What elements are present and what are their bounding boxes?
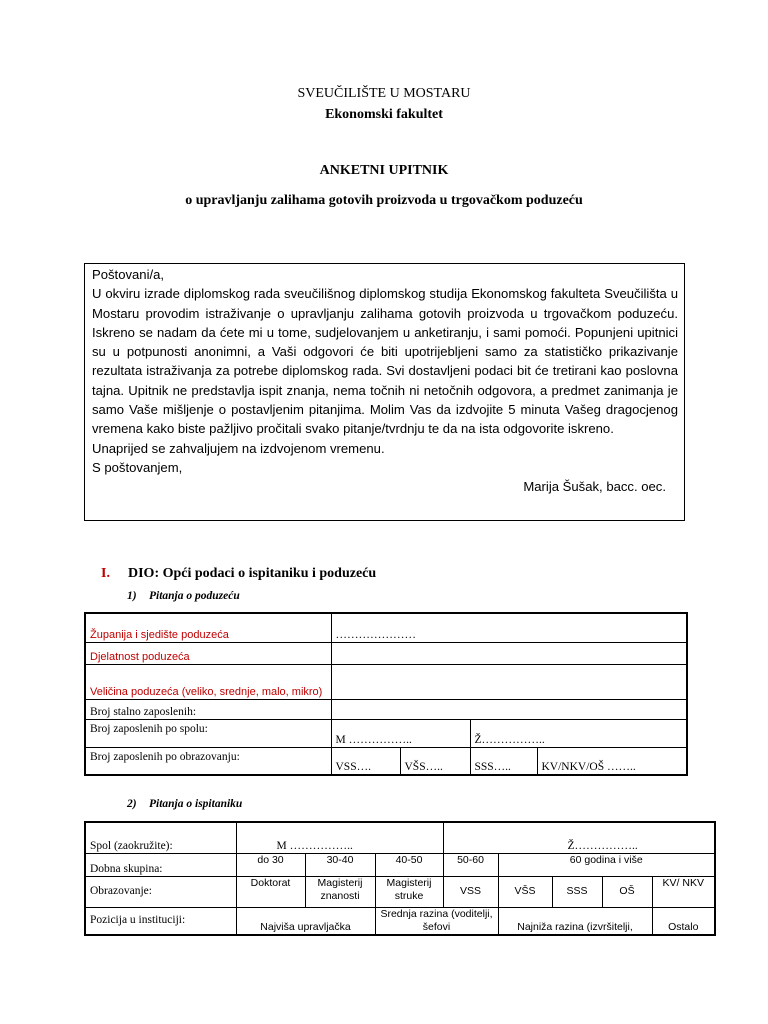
subsection-company <box>127 590 240 602</box>
position-option[interactable]: Najviša upravljačka <box>236 907 375 935</box>
employees-input[interactable] <box>331 699 687 719</box>
vss2-count-input[interactable]: VŠS….. <box>400 747 470 775</box>
position-option[interactable]: Najniža razina (izvršitelji, <box>498 907 652 935</box>
age-option[interactable]: 30-40 <box>305 853 375 876</box>
faculty-name: Ekonomski fakultet <box>325 107 443 122</box>
questionnaire-title: ANKETNI UPITNIK <box>319 163 449 178</box>
education-option[interactable]: KV/ NKV <box>652 876 715 907</box>
education-option[interactable]: OŠ <box>602 876 652 907</box>
subsection-company-number: 1) <box>127 590 137 602</box>
respondent-gender-label: Spol (zaokružite): <box>85 822 236 853</box>
education-option[interactable]: VSS <box>443 876 498 907</box>
vss-count-input[interactable]: VSS…. <box>331 747 400 775</box>
county-label: Županija i sjedište poduzeća <box>85 613 331 642</box>
questionnaire-subtitle: o upravljanju zalihama gotovih proizvoda u trgovačkom poduzeću <box>185 193 583 208</box>
section-1-number: I. <box>101 566 110 581</box>
age-option[interactable]: 60 godina i više <box>498 853 715 876</box>
respondent-table <box>84 821 716 936</box>
subsection-respondent <box>127 798 242 810</box>
greeting: Poštovani/a, <box>92 267 165 282</box>
education-option[interactable]: Doktorat <box>236 876 305 907</box>
age-option[interactable]: 40-50 <box>375 853 443 876</box>
size-label: Veličina poduzeća (veliko, srednje, malo, mikro) <box>85 664 331 699</box>
education-option[interactable]: SSS <box>552 876 602 907</box>
subsection-respondent-title: Pitanja o ispitaniku <box>149 798 243 810</box>
education-option[interactable]: Magisterij struke <box>375 876 443 907</box>
subsection-respondent-number: 2) <box>127 798 137 810</box>
signature: Marija Šušak, bacc. oec. <box>523 479 666 495</box>
female-count-input[interactable]: Ž…………….. <box>470 719 687 747</box>
thanks-line: Unaprijed se zahvaljujem na izdvojenom vremenu. <box>92 440 385 456</box>
respondent-male-option[interactable]: M …………….. <box>236 822 443 853</box>
closing-line: S poštovanjem, <box>92 459 183 475</box>
education-label: Obrazovanje: <box>85 876 236 907</box>
company-table <box>84 612 688 776</box>
age-label: Dobna skupina: <box>85 853 236 876</box>
respondent-female-option[interactable]: Ž…………….. <box>443 822 715 853</box>
section-1-title: DIO: Opći podaci o ispitaniku i poduzeću <box>128 566 377 581</box>
age-option[interactable]: do 30 <box>236 853 305 876</box>
section-1-heading <box>101 566 376 582</box>
intro-letter-box <box>84 263 685 521</box>
university-name: SVEUČILIŠTE U MOSTARU <box>297 86 471 101</box>
sss-count-input[interactable]: SSS….. <box>470 747 537 775</box>
education-option[interactable]: VŠS <box>498 876 552 907</box>
intro-body: U okviru izrade diplomskog rada sveučilišnog diplomskog studija Ekonomskog fakulteta Sveučilišta u Mostaru provodim istraživanje o upravljanju zalihama gotovih proizvoda u trgovačkom poduzeću. Iskreno se nadam da ćete mi u tome, sudjelovanjem u anketiranju, i sami pomoći. Popunjeni upitnici su u potpunosti anonimni, a Vaši odgovori će biti upotrijebljeni samo za statističko prikazivanje rezultata istraživanja za potrebe diplomskog rada. Svi dostavljeni podaci bit će tretirani kao poslovna tajna. Upitnik ne predstavlja ispit znanja, nema točnih ni netočnih odgovora, a predmet zanimanja je samo Vaše mišljenje o postavljenim pitanjima. Molim Vas da izdvojite 5 minuta Vašeg dragocjenog vremena kako biste pažljivo pročitali svako pitanje/tvrdnju te da na ista odgovorite iskreno. <box>92 286 678 437</box>
size-input[interactable] <box>331 664 687 699</box>
gender-count-label: Broj zaposlenih po spolu: <box>85 719 331 747</box>
employees-label: Broj stalno zaposlenih: <box>85 699 331 719</box>
position-label: Pozicija u instituciji: <box>85 907 236 935</box>
activity-label: Djelatnost poduzeća <box>85 642 331 664</box>
kv-count-input[interactable]: KV/NKV/OŠ …….. <box>537 747 687 775</box>
position-option[interactable]: Srednja razina (voditelji, šefovi <box>375 907 498 935</box>
age-option[interactable]: 50-60 <box>443 853 498 876</box>
position-option[interactable]: Ostalo <box>652 907 715 935</box>
subsection-company-title: Pitanja o poduzeću <box>149 590 240 602</box>
education-count-label: Broj zaposlenih po obrazovanju: <box>85 747 331 775</box>
male-count-input[interactable]: M …………….. <box>331 719 470 747</box>
activity-input[interactable] <box>331 642 687 664</box>
education-option[interactable]: Magisterij znanosti <box>305 876 375 907</box>
county-input[interactable]: ………………… <box>331 613 687 642</box>
